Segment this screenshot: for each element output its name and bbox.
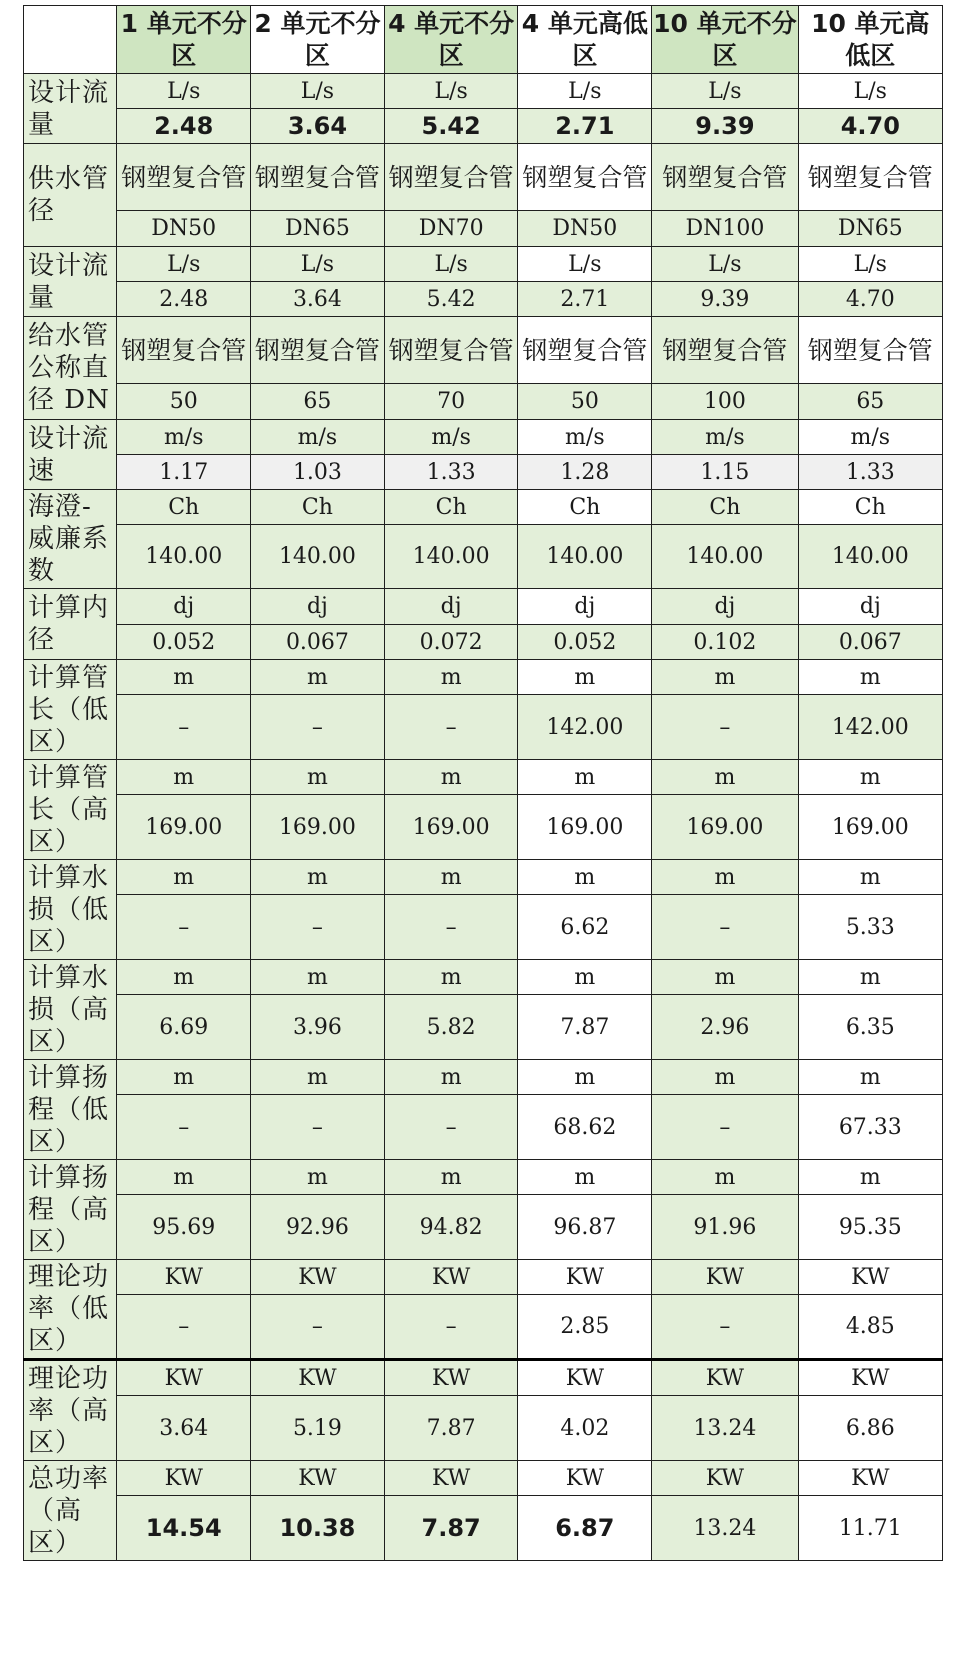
unit-cell: L/s: [518, 247, 652, 282]
unit-cell: m: [251, 1160, 385, 1195]
unit-row: [24, 1461, 943, 1496]
value-row: [24, 384, 943, 420]
value-row: [24, 695, 943, 760]
unit-cell: KW: [117, 1360, 251, 1396]
unit-cell: m: [652, 1160, 798, 1195]
unit-cell: m: [518, 960, 652, 995]
value-cell: 142.00: [798, 695, 942, 760]
unit-cell: m: [117, 760, 251, 795]
value-cell: 169.00: [384, 795, 518, 860]
value-cell: –: [117, 895, 251, 960]
row-label: 总功率（高区）: [24, 1461, 117, 1561]
unit-row: [24, 960, 943, 995]
unit-cell: KW: [384, 1461, 518, 1496]
unit-cell: m: [117, 960, 251, 995]
unit-cell: m/s: [384, 420, 518, 455]
value-cell: –: [384, 695, 518, 760]
column-header: 10 单元不分区: [652, 6, 798, 74]
unit-cell: m: [384, 660, 518, 695]
value-cell: –: [652, 695, 798, 760]
unit-cell: m: [652, 660, 798, 695]
value-cell: 14.54: [117, 1496, 251, 1561]
unit-cell: m: [518, 760, 652, 795]
unit-row: [24, 1060, 943, 1095]
row-label: 计算管长（高区）: [24, 760, 117, 860]
value-cell: 6.35: [798, 995, 942, 1060]
unit-cell: m/s: [652, 420, 798, 455]
value-row: [24, 1195, 943, 1260]
unit-cell: m: [798, 1160, 942, 1195]
value-row: [24, 995, 943, 1060]
value-row: [24, 455, 943, 490]
value-cell: 0.052: [518, 625, 652, 660]
unit-cell: m: [117, 1060, 251, 1095]
value-row: [24, 525, 943, 589]
row-label: 设计流速: [24, 420, 117, 490]
value-cell: 5.19: [251, 1396, 385, 1461]
value-row: [24, 1095, 943, 1160]
unit-cell: 钢塑复合管: [652, 144, 798, 211]
unit-cell: KW: [251, 1260, 385, 1295]
row-label: 设计流量: [24, 74, 117, 144]
unit-cell: m: [251, 660, 385, 695]
value-cell: 2.85: [518, 1295, 652, 1360]
value-cell: –: [652, 1095, 798, 1160]
unit-row: [24, 860, 943, 895]
row-label: 供水管径: [24, 144, 117, 247]
header-row: [24, 6, 943, 74]
unit-cell: m: [798, 860, 942, 895]
value-cell: 6.86: [798, 1396, 942, 1461]
value-row: [24, 1396, 943, 1461]
value-cell: –: [251, 1095, 385, 1160]
value-cell: 169.00: [798, 795, 942, 860]
unit-cell: m: [251, 960, 385, 995]
value-cell: 11.71: [798, 1496, 942, 1561]
row-label: 海澄-威廉系数: [24, 490, 117, 589]
unit-cell: KW: [117, 1461, 251, 1496]
unit-cell: L/s: [798, 247, 942, 282]
unit-cell: dj: [652, 589, 798, 625]
column-header: 1 单元不分区: [117, 6, 251, 74]
value-cell: 3.96: [251, 995, 385, 1060]
unit-cell: m: [384, 1160, 518, 1195]
value-cell: 140.00: [798, 525, 942, 589]
unit-cell: L/s: [117, 74, 251, 109]
value-cell: –: [384, 1095, 518, 1160]
unit-cell: KW: [652, 1360, 798, 1396]
value-cell: 50: [518, 384, 652, 420]
unit-cell: L/s: [652, 74, 798, 109]
unit-cell: 钢塑复合管: [384, 144, 518, 211]
unit-cell: Ch: [798, 490, 942, 525]
unit-row: [24, 420, 943, 455]
value-cell: 140.00: [251, 525, 385, 589]
unit-row: [24, 760, 943, 795]
value-cell: 0.102: [652, 625, 798, 660]
value-cell: 0.067: [251, 625, 385, 660]
unit-cell: 钢塑复合管: [652, 317, 798, 384]
value-cell: 169.00: [652, 795, 798, 860]
value-cell: DN65: [251, 211, 385, 247]
row-label: 计算管长（低区）: [24, 660, 117, 760]
unit-row: [24, 144, 943, 211]
value-cell: 7.87: [384, 1496, 518, 1561]
unit-cell: L/s: [384, 74, 518, 109]
value-cell: 4.70: [798, 282, 942, 317]
unit-cell: L/s: [652, 247, 798, 282]
unit-cell: KW: [798, 1461, 942, 1496]
unit-cell: m: [117, 660, 251, 695]
row-label: 计算水损（低区）: [24, 860, 117, 960]
value-cell: DN50: [518, 211, 652, 247]
pump-calculation-table: [23, 5, 943, 1561]
table-wrapper: [23, 5, 943, 1561]
unit-row: [24, 1260, 943, 1295]
column-header: 4 单元高低区: [518, 6, 652, 74]
unit-cell: m: [798, 660, 942, 695]
unit-cell: m: [117, 860, 251, 895]
value-cell: DN50: [117, 211, 251, 247]
value-cell: 5.33: [798, 895, 942, 960]
unit-cell: KW: [384, 1260, 518, 1295]
value-cell: 2.71: [518, 109, 652, 144]
unit-cell: dj: [117, 589, 251, 625]
unit-cell: KW: [652, 1260, 798, 1295]
unit-cell: m: [384, 760, 518, 795]
value-cell: 1.03: [251, 455, 385, 490]
value-cell: 140.00: [652, 525, 798, 589]
unit-cell: 钢塑复合管: [518, 317, 652, 384]
unit-cell: m: [518, 660, 652, 695]
unit-row: [24, 1360, 943, 1396]
value-cell: 5.42: [384, 109, 518, 144]
value-cell: 0.067: [798, 625, 942, 660]
value-cell: 140.00: [384, 525, 518, 589]
value-row: [24, 1496, 943, 1561]
value-cell: –: [251, 895, 385, 960]
row-label: 给水管公称直径 DN: [24, 317, 117, 420]
value-cell: DN100: [652, 211, 798, 247]
unit-cell: 钢塑复合管: [798, 317, 942, 384]
value-cell: 140.00: [117, 525, 251, 589]
unit-cell: Ch: [518, 490, 652, 525]
row-label: 理论功率（高区）: [24, 1360, 117, 1461]
value-cell: 3.64: [251, 282, 385, 317]
value-row: [24, 795, 943, 860]
unit-cell: m: [798, 1060, 942, 1095]
value-cell: 67.33: [798, 1095, 942, 1160]
value-cell: 5.42: [384, 282, 518, 317]
unit-cell: m: [384, 860, 518, 895]
unit-cell: 钢塑复合管: [518, 144, 652, 211]
value-row: [24, 282, 943, 317]
row-label: 理论功率（低区）: [24, 1260, 117, 1360]
value-cell: 91.96: [652, 1195, 798, 1260]
value-cell: –: [117, 695, 251, 760]
unit-cell: KW: [798, 1360, 942, 1396]
corner-cell: [24, 6, 117, 74]
value-cell: 1.17: [117, 455, 251, 490]
value-cell: 2.96: [652, 995, 798, 1060]
unit-cell: 钢塑复合管: [384, 317, 518, 384]
unit-row: [24, 74, 943, 109]
unit-cell: dj: [384, 589, 518, 625]
unit-cell: Ch: [251, 490, 385, 525]
unit-cell: 钢塑复合管: [798, 144, 942, 211]
value-cell: –: [117, 1095, 251, 1160]
column-header: 4 单元不分区: [384, 6, 518, 74]
unit-cell: L/s: [117, 247, 251, 282]
unit-cell: dj: [518, 589, 652, 625]
value-row: [24, 211, 943, 247]
unit-cell: m/s: [798, 420, 942, 455]
unit-cell: KW: [518, 1260, 652, 1295]
value-cell: 100: [652, 384, 798, 420]
value-cell: 3.64: [117, 1396, 251, 1461]
value-cell: 65: [798, 384, 942, 420]
value-cell: 4.85: [798, 1295, 942, 1360]
value-cell: 65: [251, 384, 385, 420]
unit-cell: m: [518, 1060, 652, 1095]
value-cell: 0.052: [117, 625, 251, 660]
unit-cell: 钢塑复合管: [117, 144, 251, 211]
value-cell: 95.35: [798, 1195, 942, 1260]
value-cell: 1.33: [798, 455, 942, 490]
row-label: 计算扬程（低区）: [24, 1060, 117, 1160]
unit-cell: m: [384, 1060, 518, 1095]
value-cell: 169.00: [518, 795, 652, 860]
value-cell: 3.64: [251, 109, 385, 144]
value-cell: 96.87: [518, 1195, 652, 1260]
value-cell: 70: [384, 384, 518, 420]
unit-cell: m: [652, 960, 798, 995]
value-cell: 6.69: [117, 995, 251, 1060]
unit-cell: m: [251, 1060, 385, 1095]
value-cell: 13.24: [652, 1496, 798, 1561]
unit-cell: KW: [518, 1461, 652, 1496]
unit-cell: m: [652, 860, 798, 895]
unit-cell: m: [798, 960, 942, 995]
value-cell: 50: [117, 384, 251, 420]
unit-row: [24, 1160, 943, 1195]
value-cell: –: [384, 895, 518, 960]
value-cell: –: [384, 1295, 518, 1360]
unit-cell: m: [518, 860, 652, 895]
unit-cell: KW: [117, 1260, 251, 1295]
unit-cell: L/s: [251, 74, 385, 109]
value-row: [24, 1295, 943, 1360]
value-cell: 9.39: [652, 109, 798, 144]
unit-cell: KW: [652, 1461, 798, 1496]
value-cell: 13.24: [652, 1396, 798, 1461]
value-cell: 2.48: [117, 109, 251, 144]
unit-cell: 钢塑复合管: [251, 317, 385, 384]
unit-row: [24, 317, 943, 384]
value-cell: 1.33: [384, 455, 518, 490]
value-row: [24, 895, 943, 960]
value-cell: 7.87: [518, 995, 652, 1060]
unit-cell: dj: [798, 589, 942, 625]
unit-row: [24, 660, 943, 695]
row-label: 设计流量: [24, 247, 117, 317]
value-cell: DN70: [384, 211, 518, 247]
unit-row: [24, 589, 943, 625]
unit-cell: 钢塑复合管: [251, 144, 385, 211]
value-cell: 1.15: [652, 455, 798, 490]
unit-cell: L/s: [798, 74, 942, 109]
unit-cell: L/s: [384, 247, 518, 282]
value-cell: –: [117, 1295, 251, 1360]
unit-cell: KW: [251, 1360, 385, 1396]
value-cell: –: [251, 1295, 385, 1360]
value-cell: 4.02: [518, 1396, 652, 1461]
value-row: [24, 625, 943, 660]
unit-cell: KW: [384, 1360, 518, 1396]
unit-cell: m: [518, 1160, 652, 1195]
unit-cell: m/s: [518, 420, 652, 455]
value-cell: 169.00: [251, 795, 385, 860]
unit-cell: m: [798, 760, 942, 795]
column-header: 10 单元高低区: [798, 6, 942, 74]
unit-row: [24, 490, 943, 525]
value-cell: 5.82: [384, 995, 518, 1060]
value-cell: 169.00: [117, 795, 251, 860]
value-cell: 0.072: [384, 625, 518, 660]
unit-cell: KW: [251, 1461, 385, 1496]
column-header: 2 单元不分区: [251, 6, 385, 74]
value-cell: DN65: [798, 211, 942, 247]
value-cell: 1.28: [518, 455, 652, 490]
row-label: 计算水损（高区）: [24, 960, 117, 1060]
unit-row: [24, 247, 943, 282]
unit-cell: 钢塑复合管: [117, 317, 251, 384]
unit-cell: L/s: [251, 247, 385, 282]
unit-cell: m: [652, 1060, 798, 1095]
value-cell: 9.39: [652, 282, 798, 317]
value-cell: 7.87: [384, 1396, 518, 1461]
unit-cell: Ch: [384, 490, 518, 525]
unit-cell: KW: [518, 1360, 652, 1396]
value-cell: –: [251, 695, 385, 760]
value-row: [24, 109, 943, 144]
unit-cell: L/s: [518, 74, 652, 109]
value-cell: 68.62: [518, 1095, 652, 1160]
unit-cell: m: [251, 860, 385, 895]
value-cell: 95.69: [117, 1195, 251, 1260]
value-cell: –: [652, 1295, 798, 1360]
unit-cell: Ch: [652, 490, 798, 525]
value-cell: 94.82: [384, 1195, 518, 1260]
value-cell: 6.87: [518, 1496, 652, 1561]
unit-cell: KW: [798, 1260, 942, 1295]
unit-cell: dj: [251, 589, 385, 625]
value-cell: 92.96: [251, 1195, 385, 1260]
value-cell: 10.38: [251, 1496, 385, 1561]
value-cell: 2.71: [518, 282, 652, 317]
unit-cell: m/s: [117, 420, 251, 455]
value-cell: –: [652, 895, 798, 960]
row-label: 计算内径: [24, 589, 117, 660]
value-cell: 4.70: [798, 109, 942, 144]
unit-cell: m: [652, 760, 798, 795]
value-cell: 2.48: [117, 282, 251, 317]
unit-cell: m: [384, 960, 518, 995]
unit-cell: Ch: [117, 490, 251, 525]
value-cell: 140.00: [518, 525, 652, 589]
row-label: 计算扬程（高区）: [24, 1160, 117, 1260]
unit-cell: m: [117, 1160, 251, 1195]
unit-cell: m: [251, 760, 385, 795]
unit-cell: m/s: [251, 420, 385, 455]
value-cell: 6.62: [518, 895, 652, 960]
value-cell: 142.00: [518, 695, 652, 760]
